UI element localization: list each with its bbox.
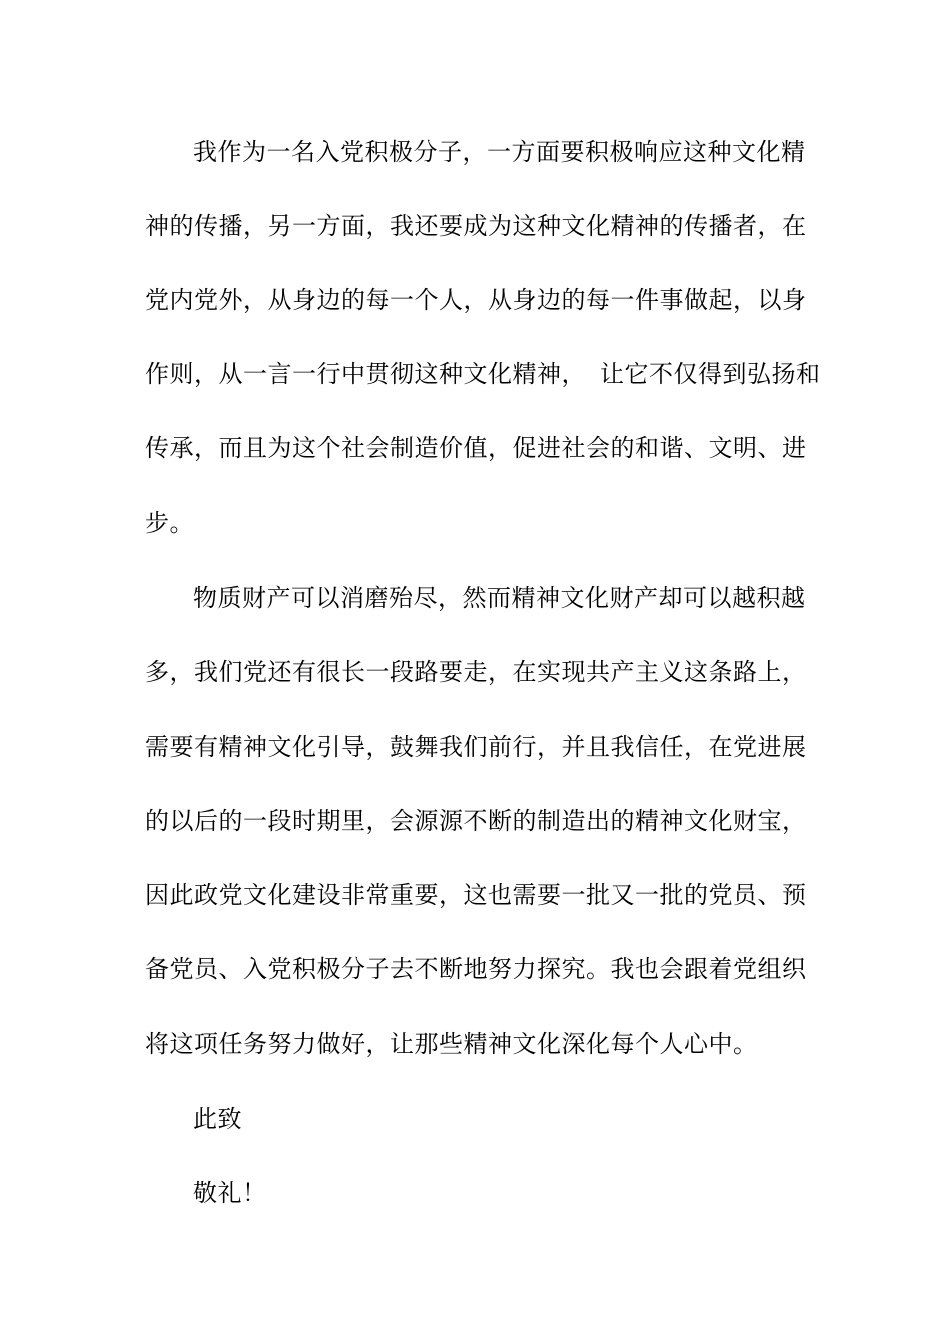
paragraph-1-line-6: 步。: [145, 509, 194, 537]
paragraph-1-line-3: 党内党外，从身边的每一个人，从身边的每一件事做起，以身: [145, 286, 807, 314]
paragraph-2-line-5: 因此政党文化建设非常重要，这也需要一批又一批的党员、预: [145, 881, 807, 909]
paragraph-1-line-1: 我作为一名入党积极分子，一方面要积极响应这种文化精: [193, 138, 806, 166]
closing-regards: 敬礼！: [193, 1179, 267, 1207]
paragraph-1-line-2: 神的传播，另一方面，我还要成为这种文化精神的传播者，在: [145, 212, 807, 240]
closing-salutation: 此致: [193, 1105, 242, 1133]
paragraph-2-line-7: 将这项任务努力做好，让那些精神文化深化每个人心中。: [145, 1030, 758, 1058]
paragraph-2-line-1: 物质财产可以消磨殆尽，然而精神文化财产却可以越积越: [193, 584, 806, 612]
paragraph-2-line-3: 需要有精神文化引导，鼓舞我们前行，并且我信任，在党进展: [145, 733, 807, 761]
paragraph-1-line-4-part-2: 让它不仅得到弘扬和: [600, 360, 821, 388]
paragraph-2-line-4: 的以后的一段时期里，会源源不断的制造出的精神文化财宝，: [145, 807, 807, 835]
paragraph-2-line-6: 备党员、入党积极分子去不断地努力探究。我也会跟着党组织: [145, 955, 807, 983]
paragraph-1-line-4: [145, 359, 821, 389]
paragraph-1-line-4-part-1: 作则，从一言一行中贯彻这种文化精神，: [145, 360, 586, 388]
paragraph-2-line-2: 多，我们党还有很长一段路要走，在实现共产主义这条路上，: [145, 658, 807, 686]
paragraph-1-line-5: 传承，而且为这个社会制造价值，促进社会的和谐、文明、进: [145, 434, 807, 462]
